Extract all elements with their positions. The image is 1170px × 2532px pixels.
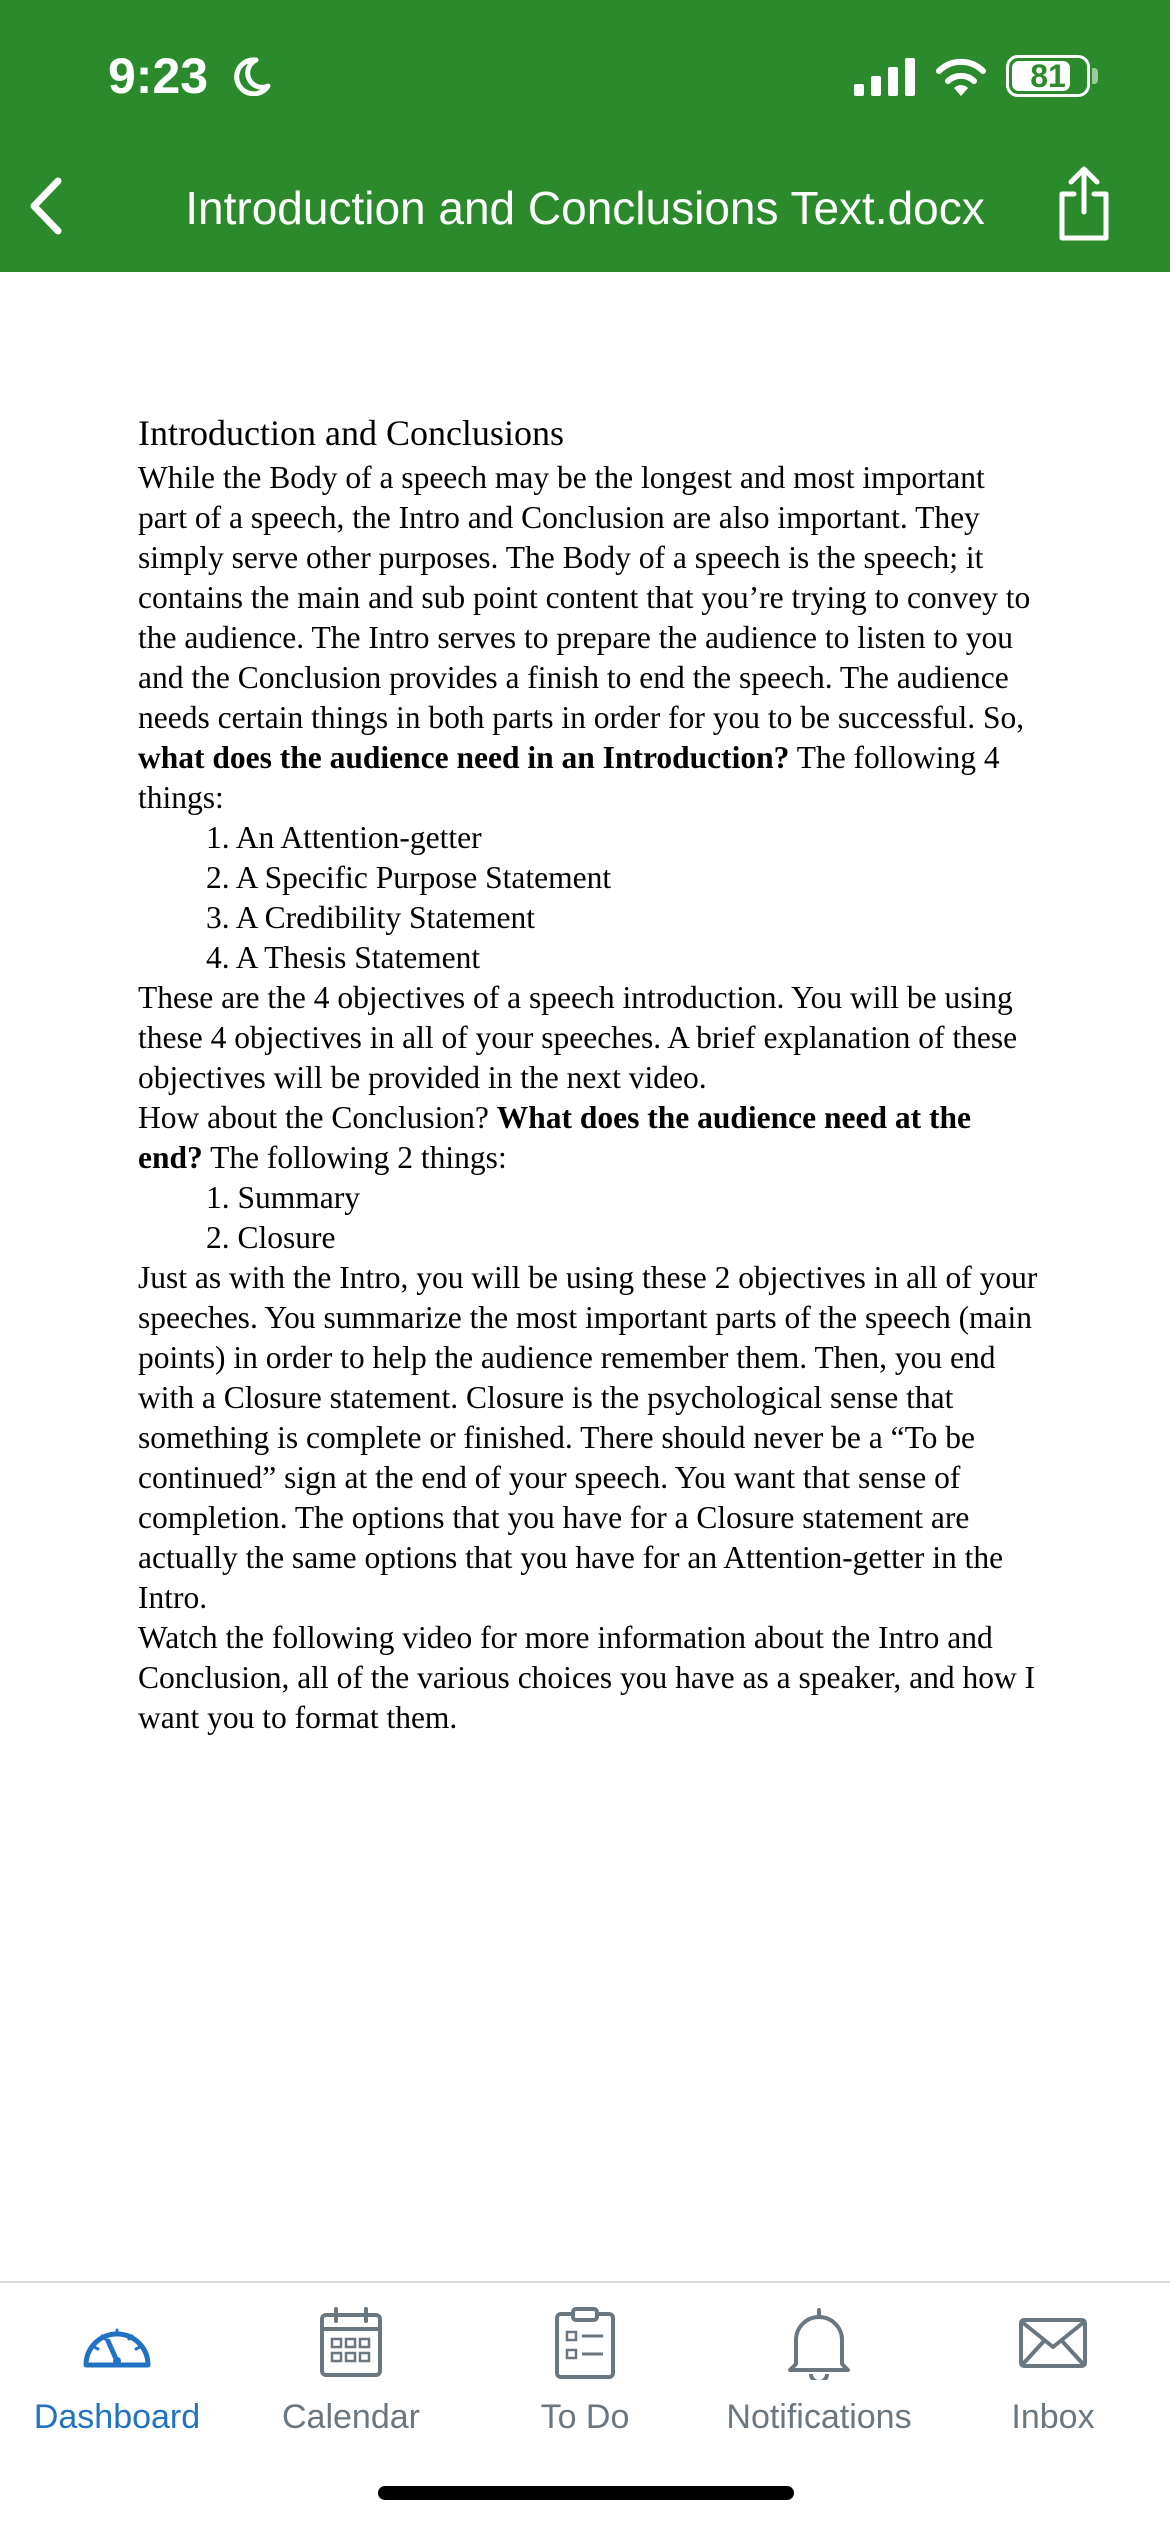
tab-notifications[interactable]	[702, 2283, 936, 2443]
intro-objectives-list	[138, 818, 1038, 978]
list-item: 2. Closure	[206, 1220, 336, 1255]
tab-todo[interactable]	[468, 2283, 702, 2443]
battery-cap	[1092, 68, 1098, 84]
list-item: 3. A Credibility Statement	[206, 900, 535, 935]
tab-calendar[interactable]	[234, 2283, 468, 2443]
list-item: 4. A Thesis Statement	[206, 940, 481, 975]
wifi-icon	[934, 54, 988, 98]
back-button[interactable]	[14, 168, 78, 244]
document-title: Introduction and Conclusions	[138, 413, 564, 453]
objectives-paragraph: These are the 4 objectives of a speech introduction. You will be using these 4 objectives in all of your speeches. A brief explanation of these objectives will be provided in the next video.	[138, 980, 1018, 1095]
tab-dashboard[interactable]	[0, 2283, 234, 2443]
tab-label: Dashboard	[33, 2398, 201, 2436]
share-icon	[1054, 166, 1114, 242]
tab-label: To Do	[540, 2398, 630, 2436]
envelope-icon	[1013, 2303, 1093, 2383]
list-item: 2. A Specific Purpose Statement	[206, 860, 612, 895]
battery-level: 81	[1030, 58, 1066, 94]
intro-paragraph-after: The following 4 things:	[138, 740, 1000, 815]
document-content	[138, 408, 1038, 1738]
tab-label: Notifications	[726, 2398, 912, 2436]
status-time: 9:23	[108, 48, 209, 104]
tab-inbox[interactable]	[936, 2283, 1170, 2443]
page-title: Introduction and Conclusions Text.docx	[185, 182, 985, 234]
video-paragraph: Watch the following video for more information about the Intro and Conclusion, all of the various choices you have as a speaker, and how I want you to format them.	[138, 1620, 1036, 1735]
cellular-signal-icon	[854, 58, 916, 96]
closure-paragraph: Just as with the Intro, you will be using these 2 objectives in all of your speeches. You summarize the most important parts of the speech (main points) in order to help the audience remember them. Then, you end with a Closure statement. Closure is the psychological sense that something is complete or finished. There should never be a “To be continued” sign at the end of your speech. You want that sense of completion. The options that you have for a Closure statement are actually the same options that you have for an Attention-getter in the Intro.	[138, 1260, 1038, 1615]
chevron-left-icon	[26, 175, 66, 237]
share-button[interactable]	[1050, 162, 1118, 246]
intro-paragraph	[138, 458, 1038, 818]
conclusion-question: What does the audience need at the end?	[138, 1100, 971, 1175]
battery-indicator	[1006, 55, 1090, 97]
bottom-tab-bar	[0, 2281, 1170, 2481]
bell-icon	[779, 2303, 859, 2383]
list-item: 1. Summary	[206, 1180, 360, 1215]
calendar-icon	[311, 2303, 391, 2383]
list-item: 1. An Attention-getter	[206, 820, 482, 855]
intro-paragraph-text: While the Body of a speech may be the longest and most important part of a speech, the Intro and Conclusion are also important. They simply serve other purposes. The Body of a speech is the speech; it contains the main and sub point content that you’re trying to convey to the audience. The Intro serves to prepare the audience to listen to you and the Conclusion provides a finish to end the speech. The audience needs certain things in both parts in order for you to be successful. So,	[138, 460, 1031, 735]
do-not-disturb-moon-icon	[232, 56, 272, 96]
tab-label: Inbox	[1011, 2398, 1095, 2436]
todo-icon	[545, 2303, 625, 2383]
conclusion-paragraph	[138, 1098, 1038, 1178]
home-indicator[interactable]	[378, 2486, 794, 2500]
intro-question: what does the audience need in an Introduction?	[138, 740, 790, 775]
tab-label: Calendar	[282, 2398, 420, 2436]
conclusion-objectives-list	[138, 1178, 1038, 1258]
conclusion-paragraph-text: How about the Conclusion?	[138, 1100, 497, 1135]
conclusion-paragraph-after: The following 2 things:	[202, 1140, 507, 1175]
dashboard-icon	[77, 2303, 157, 2383]
app-header	[0, 0, 1170, 272]
